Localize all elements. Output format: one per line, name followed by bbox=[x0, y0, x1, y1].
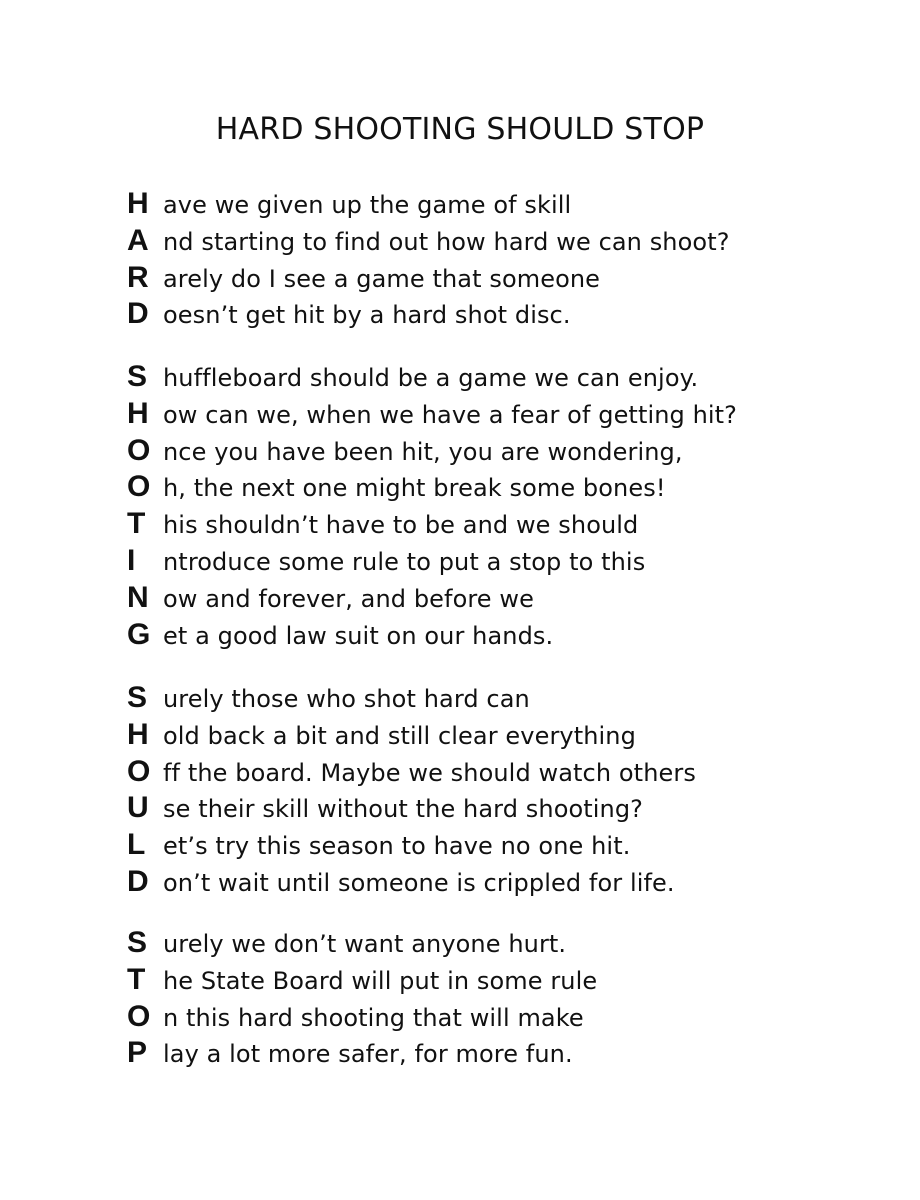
line-text: nce you have been hit, you are wondering, bbox=[163, 437, 683, 466]
line-text: et’s try this season to have no one hit. bbox=[163, 832, 631, 861]
acrostic-letter: O bbox=[127, 433, 151, 467]
acrostic-letter: U bbox=[127, 791, 149, 825]
poem-line bbox=[127, 469, 737, 506]
poem-line bbox=[127, 543, 737, 580]
poem-line bbox=[127, 296, 730, 333]
poem-line bbox=[127, 827, 696, 864]
line-text: arely do I see a game that someone bbox=[163, 264, 601, 293]
acrostic-letter: A bbox=[127, 223, 149, 257]
acrostic-letter: S bbox=[127, 681, 148, 714]
poem-line bbox=[127, 754, 696, 791]
line-text: his shouldn’t have to be and we should bbox=[163, 511, 639, 540]
acrostic-letter: R bbox=[127, 260, 149, 294]
line-text: lay a lot more safer, for more fun. bbox=[163, 1040, 573, 1069]
line-text: h, the next one might break some bones! bbox=[163, 474, 666, 503]
acrostic-letter: G bbox=[127, 617, 151, 651]
line-text: nd starting to find out how hard we can shoot? bbox=[163, 227, 730, 256]
line-text: se their skill without the hard shooting? bbox=[163, 795, 644, 824]
poem-line bbox=[127, 186, 730, 223]
poem-line bbox=[127, 962, 597, 999]
line-text: urely those who shot hard can bbox=[163, 685, 530, 713]
line-text: old back a bit and still clear everything bbox=[163, 721, 636, 750]
acrostic-letter: T bbox=[127, 962, 146, 996]
acrostic-letter: I bbox=[127, 543, 136, 577]
poem-line bbox=[127, 999, 597, 1036]
poem-title: HARD SHOOTING SHOULD STOP bbox=[215, 112, 705, 147]
line-text: urely we don’t want anyone hurt. bbox=[163, 930, 567, 958]
acrostic-letter: S bbox=[127, 360, 148, 393]
line-text: oesn’t get hit by a hard shot disc. bbox=[163, 301, 571, 330]
line-text: ow and forever, and before we bbox=[163, 584, 534, 613]
stanza-shooting bbox=[127, 359, 737, 653]
line-text: n this hard shooting that will make bbox=[163, 1003, 584, 1032]
poem-line bbox=[127, 925, 597, 962]
acrostic-letter: O bbox=[127, 754, 151, 788]
acrostic-letter: D bbox=[127, 864, 149, 898]
poem-line bbox=[127, 790, 696, 827]
poem-line bbox=[127, 617, 737, 654]
poem-line bbox=[127, 396, 737, 433]
poem-line bbox=[127, 580, 737, 617]
line-text: et a good law suit on our hands. bbox=[163, 621, 554, 650]
poem-line bbox=[127, 864, 696, 901]
poem-line bbox=[127, 680, 696, 717]
stanza-should bbox=[127, 680, 696, 901]
line-text: ff the board. Maybe we should watch others bbox=[163, 758, 696, 787]
poem-line bbox=[127, 260, 730, 297]
stanza-hard bbox=[127, 186, 730, 333]
line-text: he State Board will put in some rule bbox=[163, 966, 598, 995]
poem-line bbox=[127, 223, 730, 260]
line-text: ntroduce some rule to put a stop to this bbox=[163, 547, 646, 576]
acrostic-letter: O bbox=[127, 999, 151, 1033]
poem-line bbox=[127, 717, 696, 754]
acrostic-letter: D bbox=[127, 297, 149, 331]
poem-line bbox=[127, 433, 737, 470]
line-text: on’t wait until someone is crippled for life. bbox=[163, 868, 675, 897]
line-text: ave we given up the game of skill bbox=[163, 191, 572, 219]
stanza-stop bbox=[127, 925, 597, 1072]
acrostic-letter: H bbox=[127, 187, 149, 220]
line-text: huffleboard should be a game we can enjoy. bbox=[163, 364, 699, 392]
acrostic-letter: P bbox=[127, 1036, 148, 1070]
acrostic-letter: L bbox=[127, 828, 146, 862]
acrostic-letter: H bbox=[127, 717, 149, 751]
poem-line bbox=[127, 1035, 597, 1072]
line-text: ow can we, when we have a fear of getting hit? bbox=[163, 400, 738, 429]
acrostic-letter: N bbox=[127, 580, 149, 614]
acrostic-letter: O bbox=[127, 470, 151, 504]
acrostic-letter: T bbox=[127, 507, 146, 541]
acrostic-letter: H bbox=[127, 396, 149, 430]
acrostic-letter: S bbox=[127, 926, 148, 959]
poem-line bbox=[127, 506, 737, 543]
poem-line bbox=[127, 359, 737, 396]
